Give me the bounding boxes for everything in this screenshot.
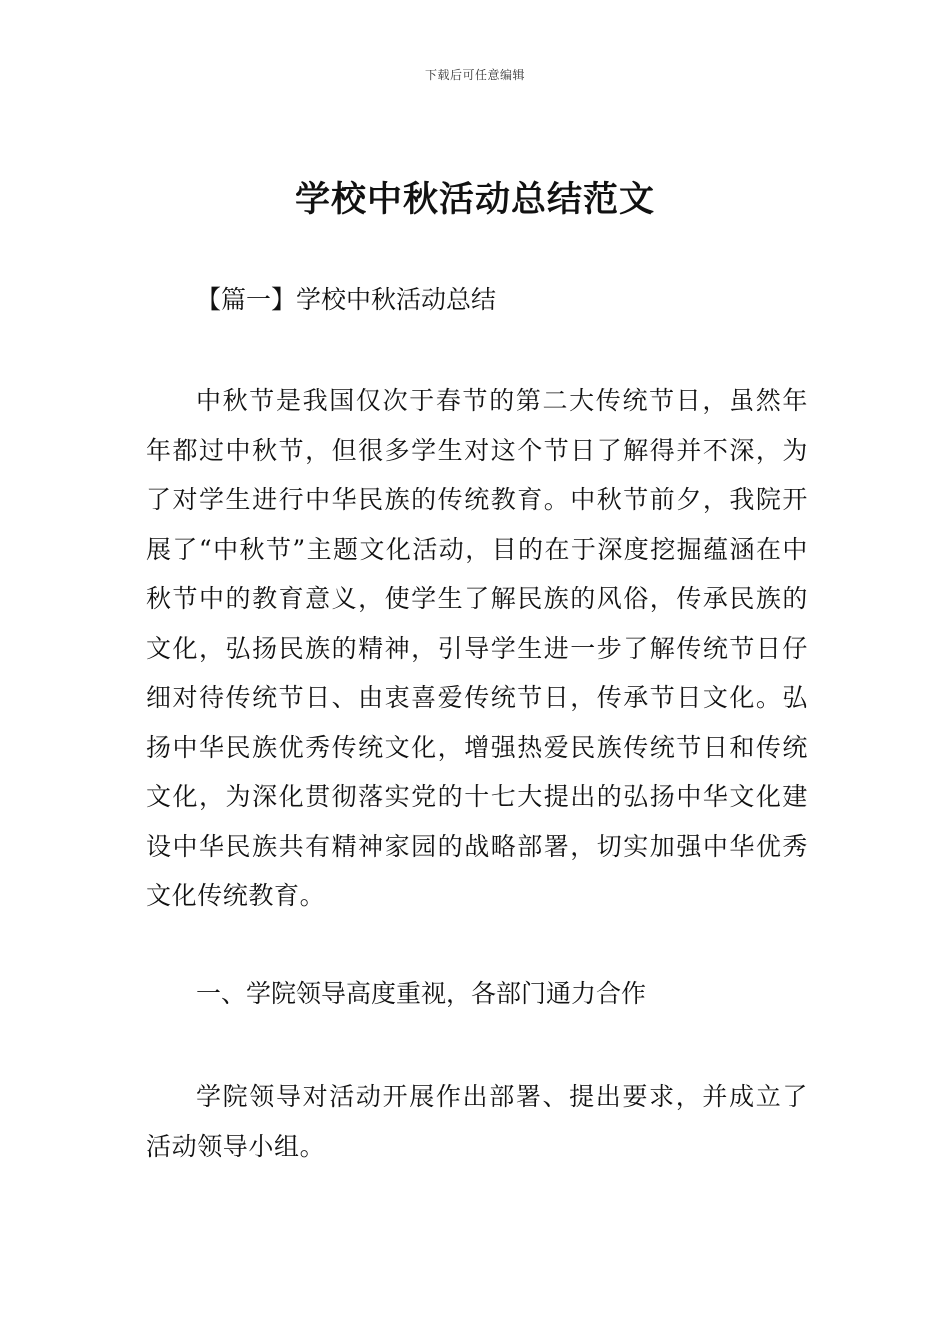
- section-heading: 【篇一】学校中秋活动总结: [196, 285, 497, 314]
- subheading-1: 一、学院领导高度重视，各部门通力合作: [196, 979, 647, 1008]
- body-paragraph-1: 中秋节是我国仅次于春节的第二大传统节日，虽然年年都过中秋节，但很多学生对这个节日了解得并不深，为了对学生进行中华民族的传统教育。中秋节前夕，我院开展了“中秋节”主题文化活动，目的在于深度挖掘蕴涵在中秋节中的教育意义，使学生了解民族的风俗，传承民族的文化，弘扬民族的精神，引导学生进一步了解传统节日仔细对待传统节日、由衷喜爱传统节日，传承节日文化。弘扬中华民族优秀传统文化，增强热爱民族传统节日和传统文化，为深化贯彻落实党的十七大提出的弘扬中华文化建设中华民族共有精神家园的战略部署，切实加强中华优秀文化传统教育。: [146, 386, 808, 910]
- header-note: 下载后可任意编辑: [424, 68, 525, 82]
- document-title: 学校中秋活动总结范文: [294, 180, 655, 220]
- body-paragraph-2: 学院领导对活动开展作出部署、提出要求，并成立了活动领导小组。: [146, 1082, 808, 1161]
